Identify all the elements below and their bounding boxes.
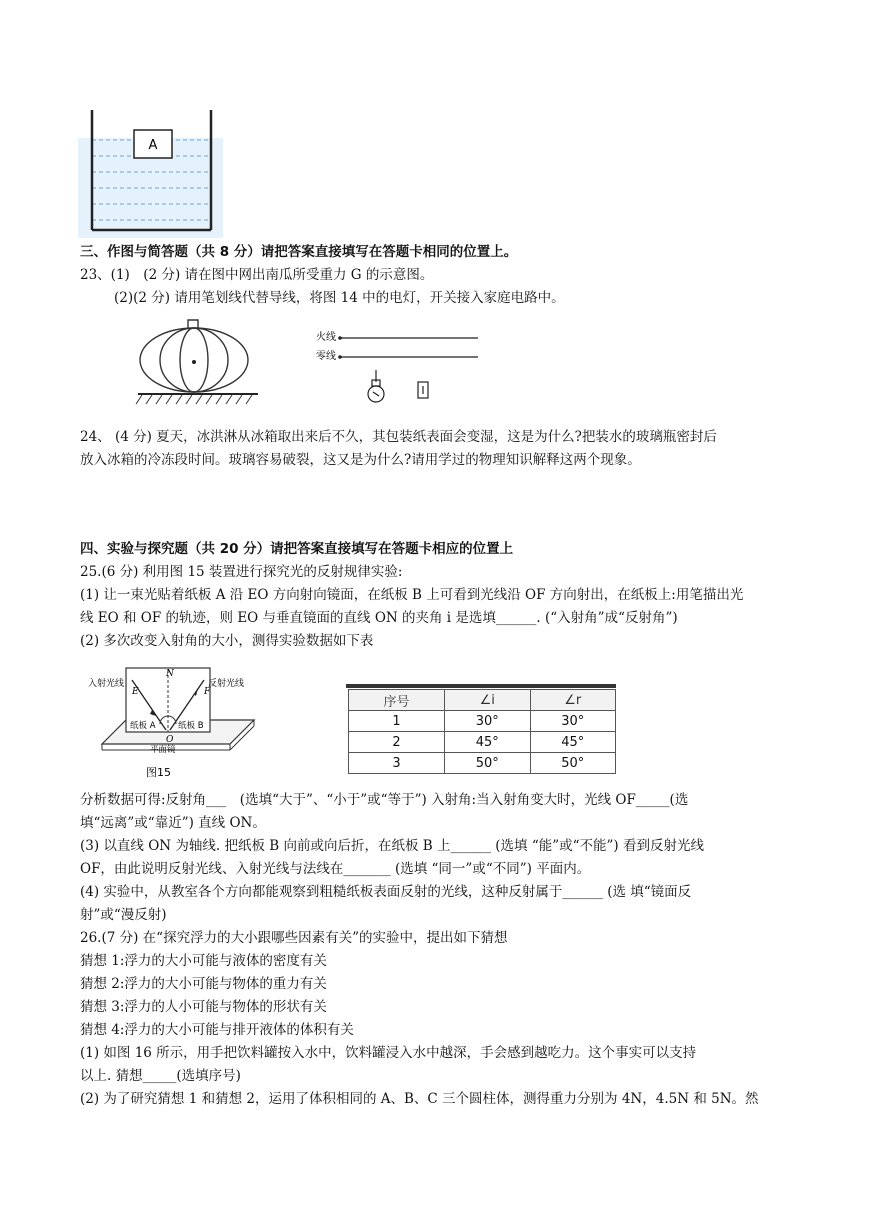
q26-1-line2: 以上. 猜想_____(选填序号)	[80, 1068, 241, 1084]
table-cell: 45°	[530, 732, 616, 753]
analysis-line1: 分析数据可得:反射角___ (选填“大于”、“小于”或“等于”) 入射角:当入射角变大时，光线 OF_____(选	[80, 792, 689, 808]
figure-15-caption: 图15	[146, 766, 171, 779]
live-wire-label: 火线	[316, 332, 336, 343]
q25-2: (2) 多次改变入射角的大小，测得实验数据如下表	[80, 633, 374, 649]
table-row	[349, 732, 616, 753]
q26-intro: 26.(7 分) 在“探究浮力的大小跟哪些因素有关”的实验中，提出如下猜想	[80, 930, 508, 946]
section3-heading: 三、作图与简答题（共 8 分）请把答案直接填写在答题卡相同的位置上。	[80, 244, 518, 260]
pumpkin-figure	[134, 318, 264, 410]
circuit-figure	[310, 326, 485, 416]
guess-2: 猜想 2:浮力的大小可能与物体的重力有关	[80, 976, 327, 992]
table-header-row	[349, 690, 616, 711]
bulb-icon	[368, 370, 384, 402]
table-top-bar	[346, 684, 616, 688]
guess-1: 猜想 1:浮力的大小可能与液体的密度有关	[80, 953, 327, 969]
analysis-line2: 填“远离”或“靠近”) 直线 ON。	[80, 815, 266, 831]
incident-ray-label: 入射光线	[88, 679, 125, 689]
q23-part2: (2)(2 分) 请用笔划线代替导线，将图 14 中的电灯，开关接入家庭电路中。	[114, 290, 565, 306]
guess-4: 猜想 4:浮力的大小可能与排开液体的体积有关	[80, 1022, 354, 1038]
mirror-label: 平面镜	[150, 745, 176, 755]
q25-3-line2: OF，由此说明反射光线、入射光线与法线在_______ (选填 “同一”或“不同”) 平面内。	[80, 861, 591, 877]
q25-3-line1: (3) 以直线 ON 为轴线. 把纸板 B 向前或向后折，在纸板 B 上______ (选填 “能”或“不能”) 看到反射光线	[80, 838, 704, 854]
q25-4-line1: (4) 实验中，从教室各个方向都能观察到粗糙纸板表面反射的光线，这种反射属于______ (选 填“镜面反	[80, 884, 692, 900]
table-cell: 2	[349, 732, 445, 753]
block-a-label: A	[148, 138, 158, 153]
q25-intro: 25.(6 分) 利用图 15 装置进行探究光的反射规律实验:	[80, 564, 403, 580]
center-of-gravity-dot	[192, 360, 196, 364]
table-header: 序号	[349, 690, 445, 711]
table-header: ∠i	[445, 690, 530, 711]
q24-line2: 放入冰箱的冷冻段时间。玻璃容易破裂，这又是为什么?请用学过的物理知识解释这两个现象。	[80, 452, 641, 468]
table-header: ∠r	[530, 690, 616, 711]
neutral-wire-label: 零线	[316, 351, 336, 362]
board-b-label: 纸板 B	[178, 721, 204, 731]
q26-2-line1: (2) 为了研究猜想 1 和猜想 2，运用了体积相同的 A、B、C 三个圆柱体，测得重力分别为 4N，4.5N 和 5N。然	[80, 1091, 759, 1107]
reflected-ray-label: 反射光线	[208, 679, 245, 689]
figure-15	[80, 664, 280, 782]
table-cell: 3	[349, 753, 445, 774]
q25-1-line2: 线 EO 和 OF 的轨迹，则 EO 与垂直镜面的直线 ON 的夹角 i 是选填______. (“入射角”成“反射角”)	[80, 610, 678, 626]
reflection-data-table	[348, 689, 616, 774]
q26-1-line1: (1) 如图 16 所示，用手把饮料罐按入水中，饮料罐浸入水中越深，手会感到越吃力。这个事实可以支持	[80, 1045, 697, 1061]
table-cell: 30°	[445, 711, 530, 732]
board-a-label: 纸板 A	[130, 721, 156, 731]
switch-icon	[418, 382, 428, 398]
container-figure	[78, 108, 223, 238]
table-cell: 30°	[530, 711, 616, 732]
q24-line1: 24、 (4 分) 夏天，冰洪淋从冰箱取出来后不久，其包装纸表面会变湿，这是为什么?把装水的玻璃瓶密封后	[80, 429, 717, 445]
point-o: O	[166, 735, 174, 745]
table-row	[349, 711, 616, 732]
point-n: N	[166, 669, 174, 679]
table-cell: 50°	[530, 753, 616, 774]
table-cell: 45°	[445, 732, 530, 753]
table-cell: 1	[349, 711, 445, 732]
section4-heading: 四、实验与探究题（共 20 分）请把答案直接填写在答题卡相应的位置上	[80, 541, 514, 557]
q25-1-line1: (1) 让一束光贴着纸板 A 沿 EO 方向射向镜面，在纸板 B 上可看到光线沿 OF 方向射出，在纸板上:用笔描出光	[80, 587, 744, 603]
table-cell: 50°	[445, 753, 530, 774]
point-e: E	[132, 687, 139, 697]
q23-part1: 23、(1) (2 分) 请在图中网出南瓜所受重力 G 的示意图。	[80, 267, 434, 283]
guess-3: 猜想 3:浮力的人小可能与物体的形状有关	[80, 999, 327, 1015]
q25-4-line2: 射”或“漫反射)	[80, 907, 167, 923]
table-row	[349, 753, 616, 774]
point-f: F	[204, 687, 211, 697]
